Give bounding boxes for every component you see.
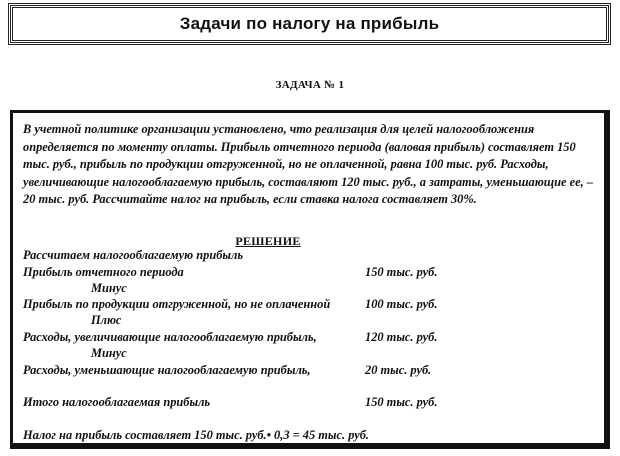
page-title: Задачи по налогу на прибыль — [179, 14, 440, 33]
row-label: Расходы, уменьшающие налогооблагаемую прибыль, — [23, 363, 311, 377]
row-amount: 100 тыс. руб. — [365, 297, 438, 311]
row-label: Расходы, увеличивающие налогооблагаемую прибыль, — [23, 330, 317, 344]
conclusion: Налог на прибыль составляет 150 тыс. руб.• 0,3 = 45 тыс. руб. — [23, 428, 370, 442]
problem-statement: В учетной политике организации установлено, что реализация для целей налогообложения определяется по моменту оплаты. Прибыль отчетного периода (валовая прибыль) составляет 150 тыс. руб., прибыль по продукции отгруженной, но не оплаченной, равна 100 тыс. руб. Расходы, увеличивающие налогооблагаемую прибыль, составляют 120 тыс. руб., а затраты, уменьшающие ее, – 20 тыс. руб. Рассчитайте налог на прибыль, если ставка налога составляет 30%. — [23, 122, 593, 206]
solution-intro: Рассчитаем налогооблагаемую прибыль — [23, 248, 244, 262]
row-amount: 120 тыс. руб. — [365, 330, 438, 344]
row-label: Прибыль по продукции отгруженной, но не оплаченной — [23, 297, 331, 311]
operator-label: Минус — [91, 346, 127, 360]
row-label: Прибыль отчетного периода — [23, 265, 184, 279]
row-amount: 20 тыс. руб. — [365, 363, 432, 377]
solution-heading: РЕШЕНИЕ — [235, 234, 301, 248]
operator-label: Минус — [91, 281, 127, 295]
total-label: Итого налогооблагаемая прибыль — [23, 395, 211, 409]
total-amount: 150 тыс. руб. — [365, 395, 438, 409]
task-heading: ЗАДАЧА № 1 — [275, 79, 345, 91]
title-box — [10, 5, 609, 43]
task-frame — [10, 110, 610, 449]
row-amount: 150 тыс. руб. — [365, 265, 438, 279]
operator-label: Плюс — [91, 313, 122, 327]
